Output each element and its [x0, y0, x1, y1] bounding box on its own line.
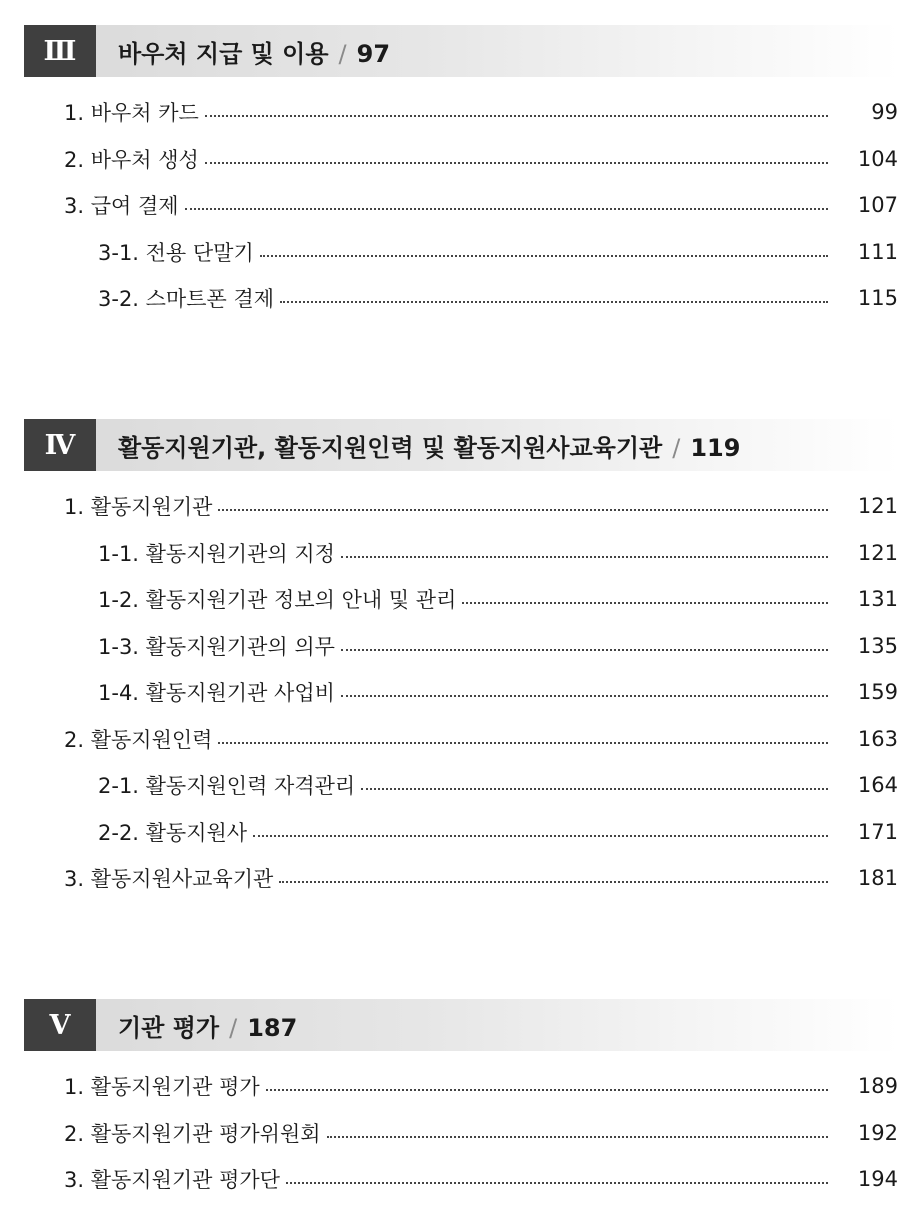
toc-entries: [0, 89, 922, 322]
section-title-page: 97: [356, 39, 391, 68]
toc-entry-page: 111: [857, 239, 898, 264]
toc-entry-label: 3. 급여 결제: [64, 194, 179, 219]
toc-subentry[interactable]: [0, 229, 898, 276]
section-title-text: 기관 평가: [118, 1013, 220, 1042]
toc-entry-page: 115: [857, 286, 898, 311]
section-numeral: Ⅴ: [24, 999, 96, 1051]
toc-entry-page: 131: [857, 587, 898, 612]
section-title-slash: /: [338, 39, 347, 68]
section-title-text: 활동지원기관, 활동지원인력 및 활동지원사교육기관: [118, 433, 663, 462]
dot-leader: [286, 1182, 828, 1184]
toc-entry-page: 104: [857, 146, 898, 171]
toc-entry-page: 164: [857, 773, 898, 798]
toc-entry[interactable]: [0, 1156, 898, 1203]
section-title: [118, 34, 390, 69]
toc-entry-page: 192: [857, 1120, 898, 1145]
toc-section-4: [0, 419, 922, 902]
section-title-page: 187: [247, 1013, 298, 1042]
dot-leader: [266, 1089, 828, 1091]
toc-entry-page: 171: [857, 819, 898, 844]
toc-entry-page: 194: [857, 1167, 898, 1192]
toc-entry-label: 3-1. 전용 단말기: [98, 240, 254, 265]
toc-entry-page: 163: [857, 726, 898, 751]
toc-entry-page: 181: [857, 866, 898, 891]
toc-entry-label: 2-1. 활동지원인력 자격관리: [98, 774, 356, 799]
section-title-text: 바우처 지급 및 이용: [118, 39, 329, 68]
toc-subentry[interactable]: [0, 669, 898, 716]
dot-leader: [205, 115, 828, 117]
toc-entry-label: 2. 활동지원인력: [64, 727, 213, 752]
dot-leader: [205, 162, 828, 164]
toc-entry-label: 2-2. 활동지원사: [98, 820, 248, 845]
toc-subentry[interactable]: [0, 530, 898, 577]
toc-section-5: [0, 999, 922, 1203]
toc-entry-page: 135: [857, 633, 898, 658]
dot-leader: [341, 649, 828, 651]
toc-entry[interactable]: [0, 1110, 898, 1157]
section-header: [24, 999, 899, 1051]
toc-entry[interactable]: [0, 716, 898, 763]
toc-entry-label: 1. 활동지원기관 평가: [64, 1075, 260, 1100]
section-header: [24, 419, 899, 471]
toc-subentry[interactable]: [0, 275, 898, 322]
section-title-slash: /: [672, 433, 681, 462]
dot-leader: [218, 509, 828, 511]
section-header: [24, 25, 899, 77]
toc-entry-page: 99: [871, 100, 898, 125]
dot-leader: [361, 788, 828, 790]
section-title-slash: /: [229, 1013, 238, 1042]
toc-entry-page: 121: [857, 540, 898, 565]
section-title: [118, 1008, 297, 1043]
dot-leader: [341, 556, 828, 558]
dot-leader: [218, 742, 828, 744]
toc-entry-label: 3. 활동지원사교육기관: [64, 867, 274, 892]
toc-section-3: [0, 25, 922, 322]
dot-leader: [260, 255, 828, 257]
toc-entry-label: 3-2. 스마트폰 결제: [98, 287, 275, 312]
toc-subentry[interactable]: [0, 762, 898, 809]
section-numeral: Ⅳ: [24, 419, 96, 471]
toc-entries: [0, 1063, 922, 1203]
toc-subentry[interactable]: [0, 809, 898, 856]
toc-entry[interactable]: [0, 89, 898, 136]
toc-entry-label: 1-2. 활동지원기관 정보의 안내 및 관리: [98, 588, 457, 613]
toc-subentry[interactable]: [0, 623, 898, 670]
toc-entry-label: 2. 바우처 생성: [64, 147, 199, 172]
section-title-page: 119: [690, 433, 741, 462]
toc-subentry[interactable]: [0, 576, 898, 623]
toc-entry[interactable]: [0, 1063, 898, 1110]
dot-leader: [341, 695, 828, 697]
section-title: [118, 428, 740, 463]
dot-leader: [280, 301, 828, 303]
toc-entry-label: 1-1. 활동지원기관의 지정: [98, 541, 335, 566]
dot-leader: [253, 835, 828, 837]
dot-leader: [327, 1136, 828, 1138]
dot-leader: [185, 208, 828, 210]
dot-leader: [462, 602, 828, 604]
toc-entry-label: 1-3. 활동지원기관의 의무: [98, 634, 335, 659]
toc-entry-label: 2. 활동지원기관 평가위원회: [64, 1121, 321, 1146]
dot-leader: [279, 881, 828, 883]
toc-entry[interactable]: [0, 136, 898, 183]
toc-entry-label: 3. 활동지원기관 평가단: [64, 1168, 280, 1193]
toc-entries: [0, 483, 922, 902]
toc-entry-page: 121: [857, 494, 898, 519]
toc-entry-label: 1-4. 활동지원기관 사업비: [98, 681, 335, 706]
toc-entry[interactable]: [0, 182, 898, 229]
toc-entry[interactable]: [0, 855, 898, 902]
toc-entry-label: 1. 바우처 카드: [64, 101, 199, 126]
toc-entry-page: 107: [857, 193, 898, 218]
toc-entry-page: 159: [857, 680, 898, 705]
toc-entry-label: 1. 활동지원기관: [64, 495, 213, 520]
toc-entry-page: 189: [857, 1074, 898, 1099]
toc-entry[interactable]: [0, 483, 898, 530]
section-numeral: Ⅲ: [24, 25, 96, 77]
